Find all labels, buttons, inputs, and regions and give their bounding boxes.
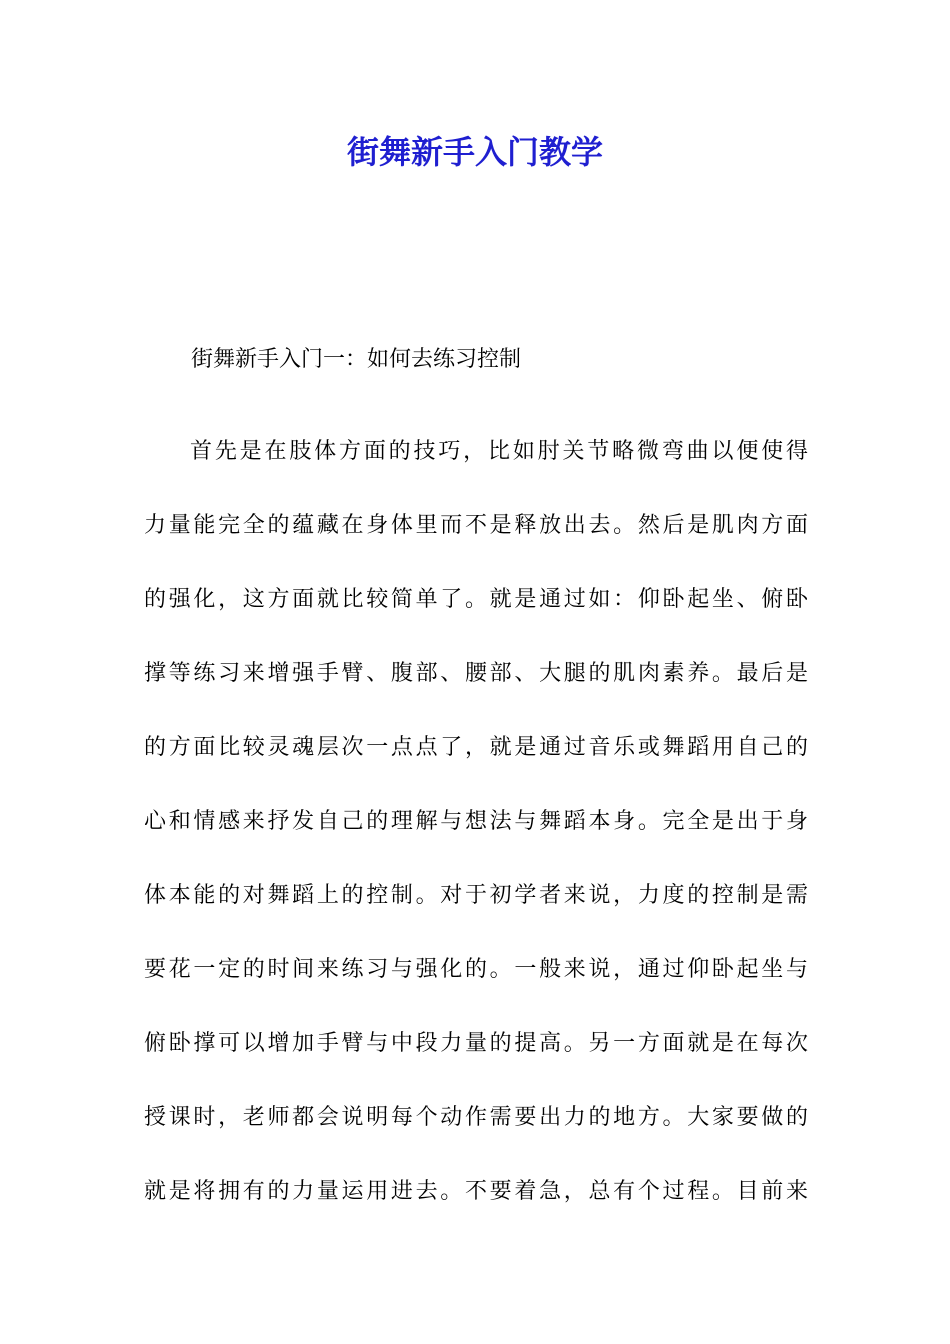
paragraph-line: 的强化，这方面就比较简单了。就是通过如：仰卧起坐、俯卧 <box>144 587 808 612</box>
paragraph-line: 力量能完全的蕴藏在身体里而不是释放出去。然后是肌肉方面 <box>144 513 808 538</box>
paragraph-line: 授课时，老师都会说明每个动作需要出力的地方。大家要做的 <box>144 1105 808 1130</box>
paragraph-line: 俯卧撑可以增加手臂与中段力量的提高。另一方面就是在每次 <box>144 1031 808 1056</box>
document-title: 街舞新手入门教学 <box>346 133 603 171</box>
paragraph-line: 体本能的对舞蹈上的控制。对于初学者来说，力度的控制是需 <box>144 883 808 908</box>
section-heading: 街舞新手入门一：如何去练习控制 <box>191 347 522 372</box>
paragraph-line: 就是将拥有的力量运用进去。不要着急，总有个过程。目前来 <box>144 1179 808 1204</box>
paragraph-line: 要花一定的时间来练习与强化的。一般来说，通过仰卧起坐与 <box>144 957 808 982</box>
paragraph-line: 撑等练习来增强手臂、腹部、腰部、大腿的肌肉素养。最后是 <box>144 661 808 686</box>
paragraph-line: 心和情感来抒发自己的理解与想法与舞蹈本身。完全是出于身 <box>144 809 808 834</box>
body-paragraph <box>144 415 808 1229</box>
paragraph-line: 的方面比较灵魂层次一点点了，就是通过音乐或舞蹈用自己的 <box>144 735 808 760</box>
paragraph-line: 首先是在肢体方面的技巧，比如肘关节略微弯曲以便使得 <box>190 439 808 464</box>
